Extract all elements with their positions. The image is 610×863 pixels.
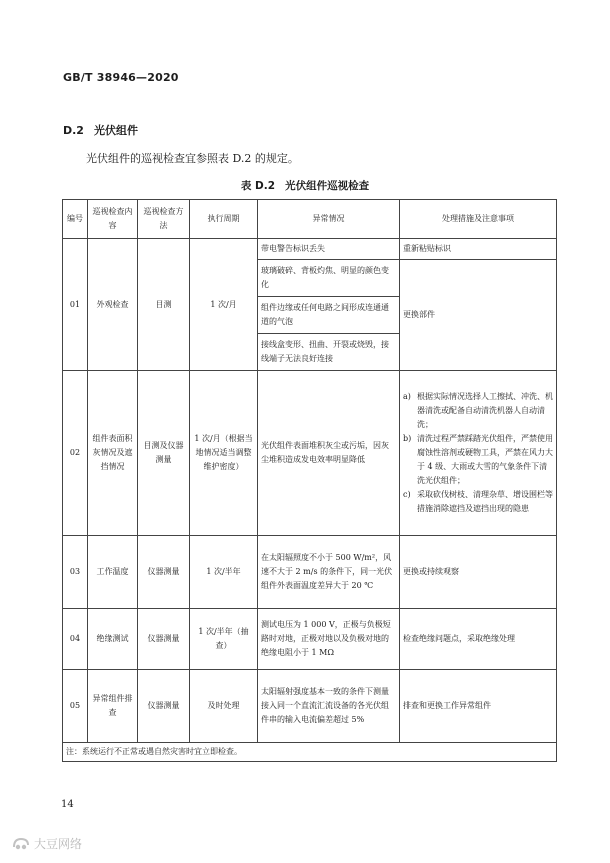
row-cycle: 1 次/半年 bbox=[190, 536, 258, 609]
row-action: 排查和更换工作异常组件 bbox=[400, 670, 557, 743]
row-id: 01 bbox=[63, 239, 88, 371]
row-id: 04 bbox=[63, 609, 88, 670]
col-header-cycle: 执行周期 bbox=[190, 200, 258, 239]
table-row bbox=[63, 670, 557, 743]
row-anomaly: 组件边缘或任何电路之间形成连通通道的气泡 bbox=[258, 297, 400, 334]
table-caption-number: 表 D.2 bbox=[240, 180, 276, 192]
row-id: 05 bbox=[63, 670, 88, 743]
row-action: 检查绝缘问题点，采取绝缘处理 bbox=[400, 609, 557, 670]
row-cycle: 1 次/月（根据当地情况适当调整维护密度） bbox=[190, 371, 258, 536]
list-item bbox=[403, 432, 553, 488]
section-number: D.2 bbox=[63, 124, 84, 137]
row-content: 异常组件排查 bbox=[88, 670, 138, 743]
table-caption-title: 光伏组件巡视检查 bbox=[285, 180, 370, 192]
watermark-text: 大豆网络 bbox=[34, 837, 83, 851]
table-row bbox=[63, 536, 557, 609]
table-row bbox=[63, 371, 557, 536]
row-anomaly: 光伏组件表面堆积灰尘或污垢，因灰尘堆积造成发电效率明显降低 bbox=[258, 371, 400, 536]
list-marker: a) bbox=[403, 392, 411, 401]
section-title: 光伏组件 bbox=[93, 124, 138, 137]
intro-paragraph: 光伏组件的巡视检查宜参照表 D.2 的规定。 bbox=[86, 152, 299, 165]
page-number: 14 bbox=[61, 799, 74, 810]
list-marker: c) bbox=[403, 490, 411, 499]
row-action: 更换部件 bbox=[400, 260, 557, 371]
row-anomaly: 玻璃破碎、背板灼焦、明显的颜色变化 bbox=[258, 260, 400, 297]
table-note: 注：系统运行不正常或遇自然灾害时宜立即检查。 bbox=[63, 743, 557, 762]
col-header-content: 巡视检查内容 bbox=[88, 200, 138, 239]
watermark bbox=[12, 835, 82, 852]
row-id: 02 bbox=[63, 371, 88, 536]
row-method: 目测及仪器测量 bbox=[138, 371, 190, 536]
list-marker: b) bbox=[403, 434, 412, 443]
section-heading bbox=[63, 122, 138, 138]
row-action: 重新粘贴标识 bbox=[400, 239, 557, 260]
row-cycle: 及时处理 bbox=[190, 670, 258, 743]
row-anomaly: 接线盒变形、扭曲、开裂或烧毁，接线端子无法良好连接 bbox=[258, 334, 400, 371]
table-row bbox=[63, 609, 557, 670]
table-caption bbox=[0, 178, 610, 193]
row-anomaly: 在太阳辐照度不小于 500 W/m²，风速不大于 2 m/s 的条件下，同一光伏组件外表面温度差异大于 20 ℃ bbox=[258, 536, 400, 609]
action-list bbox=[403, 390, 553, 516]
row-anomaly: 带电警告标识丢失 bbox=[258, 239, 400, 260]
col-header-anomaly: 异常情况 bbox=[258, 200, 400, 239]
table-row bbox=[63, 239, 557, 260]
row-action: 更换或持续观察 bbox=[400, 536, 557, 609]
list-text: 清洗过程严禁踩踏光伏组件，严禁使用腐蚀性溶剂或硬物工具，严禁在风力大于 4 级、大雨或大雪的气象条件下清洗光伏组件； bbox=[417, 434, 553, 485]
row-content: 外观检查 bbox=[88, 239, 138, 371]
col-header-id: 编号 bbox=[63, 200, 88, 239]
row-method: 仪器测量 bbox=[138, 670, 190, 743]
row-content: 组件表面积灰情况及遮挡情况 bbox=[88, 371, 138, 536]
row-content: 绝缘测试 bbox=[88, 609, 138, 670]
list-text: 采取砍伐树枝、清理杂草、增设围栏等措施消除遮挡及遮挡出现的隐患 bbox=[417, 490, 553, 513]
row-cycle: 1 次/半年（抽查） bbox=[190, 609, 258, 670]
row-cycle: 1 次/月 bbox=[190, 239, 258, 371]
list-item bbox=[403, 390, 553, 432]
row-content: 工作温度 bbox=[88, 536, 138, 609]
list-text: 根据实际情况选择人工擦拭、冲洗、机器清洗或配备自动清洗机器人自动清洗； bbox=[417, 392, 553, 429]
row-anomaly: 太阳辐射强度基本一致的条件下测量接入同一个直流汇流设备的各光伏组件串的输入电流偏差超过 5% bbox=[258, 670, 400, 743]
row-method: 目测 bbox=[138, 239, 190, 371]
row-action bbox=[400, 371, 557, 536]
table-header-row bbox=[63, 200, 557, 239]
list-item bbox=[403, 488, 553, 516]
row-id: 03 bbox=[63, 536, 88, 609]
inspection-table bbox=[62, 199, 557, 762]
col-header-action: 处理措施及注意事项 bbox=[400, 200, 557, 239]
watermark-logo-icon bbox=[12, 837, 30, 851]
document-id: GB/T 38946—2020 bbox=[63, 71, 179, 84]
row-anomaly: 测试电压为 1 000 V，正极与负极短路时对地，正极对地以及负极对地的绝缘电阻小于 1 MΩ bbox=[258, 609, 400, 670]
row-method: 仪器测量 bbox=[138, 609, 190, 670]
row-method: 仪器测量 bbox=[138, 536, 190, 609]
col-header-method: 巡视检查方法 bbox=[138, 200, 190, 239]
table-note-row bbox=[63, 743, 557, 762]
